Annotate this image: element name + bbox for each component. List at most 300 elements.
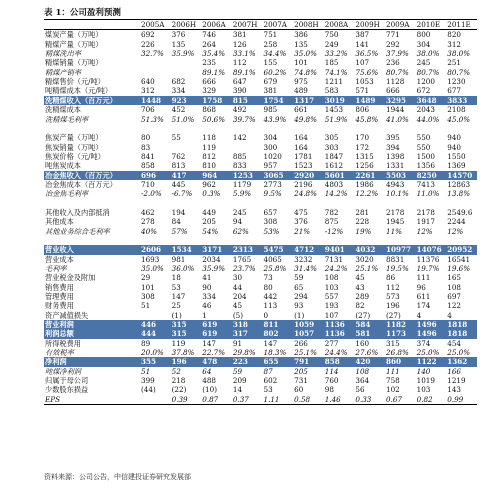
value-cell: 550 xyxy=(416,142,431,152)
value-cell: 49.8% xyxy=(294,114,317,124)
value-cell: 103 xyxy=(324,282,339,292)
value-cell: 10977 xyxy=(385,245,416,254)
table-row xyxy=(44,311,477,320)
value-cell: (22) xyxy=(171,385,187,395)
value-cell: 205 xyxy=(202,217,216,227)
value-cell: 196 xyxy=(386,301,400,311)
value-cell xyxy=(171,236,202,245)
table-row xyxy=(44,49,477,58)
value-cell: 802 xyxy=(263,329,294,338)
value-cell: 800 xyxy=(416,30,431,40)
value-cell: 444 xyxy=(140,329,171,338)
value-cell: 731 xyxy=(294,376,308,386)
value-cell: 119 xyxy=(202,142,216,152)
value-cell xyxy=(140,58,171,67)
row-label: 管理费用 xyxy=(45,292,74,302)
value-cell: 80 xyxy=(141,133,151,143)
value-cell: 696 xyxy=(140,171,171,180)
value-cell: 806 xyxy=(355,105,370,115)
value-cell: 4803 xyxy=(324,179,344,189)
value-cell: 25.0% xyxy=(447,348,471,358)
table-row xyxy=(44,161,477,170)
row-label: 毛利率 xyxy=(45,264,67,273)
value-cell: 33.2% xyxy=(324,49,348,59)
value-cell: 1758 xyxy=(201,96,232,105)
value-cell: 43.9% xyxy=(263,114,287,124)
value-cell: 40% xyxy=(141,226,157,236)
value-cell: 59 xyxy=(294,273,304,283)
value-cell: 51 xyxy=(141,301,151,311)
value-cell: 52 xyxy=(171,366,181,376)
value-cell: 205 xyxy=(294,366,308,376)
value-cell: 581 xyxy=(354,329,385,338)
value-cell xyxy=(171,58,202,67)
value-cell: 489 xyxy=(294,86,308,96)
value-cell: 923 xyxy=(171,96,202,105)
value-cell: 583 xyxy=(324,86,339,96)
value-cell: 813 xyxy=(171,161,186,171)
table-row xyxy=(44,227,477,236)
value-cell: 445 xyxy=(171,179,186,189)
row-label: 营业利润 xyxy=(44,320,140,329)
value-cell: 308 xyxy=(263,217,278,227)
row-label: 精煤售价（元/吨） xyxy=(45,77,105,87)
table-row xyxy=(44,217,477,226)
value-cell: 35.4% xyxy=(202,49,226,59)
value-cell: 83 xyxy=(141,142,151,152)
value-cell: 0.99 xyxy=(446,395,477,405)
value-cell: 1818 xyxy=(446,320,477,329)
value-cell xyxy=(324,236,355,245)
table-row xyxy=(44,283,477,292)
value-cell: 0.58 xyxy=(293,395,324,405)
value-cell xyxy=(171,124,202,133)
value-cell: 170 xyxy=(355,133,370,143)
value-cell: 258 xyxy=(263,39,278,49)
value-cell: 193 xyxy=(324,301,339,311)
value-cell: 746 xyxy=(202,30,216,40)
value-cell: 791 xyxy=(293,357,324,366)
value-cell: 223 xyxy=(232,357,263,366)
value-cell: 147 xyxy=(202,338,216,348)
value-cell: 38.0% xyxy=(416,49,440,59)
table-body xyxy=(44,30,477,405)
value-cell: 266 xyxy=(294,338,308,348)
value-cell xyxy=(232,236,263,245)
value-cell: 13.8% xyxy=(447,189,471,199)
value-cell xyxy=(171,199,202,208)
value-cell: 4 xyxy=(416,310,422,320)
value-cell: 655 xyxy=(263,357,294,366)
value-cell xyxy=(385,199,416,208)
value-cell xyxy=(416,236,447,245)
value-cell: 1219 xyxy=(447,376,466,386)
value-cell: 172 xyxy=(355,142,370,152)
value-cell: 1362 xyxy=(446,357,477,366)
value-cell: 5.9% xyxy=(232,189,252,199)
value-cell: 2196 xyxy=(294,179,313,189)
table-row xyxy=(44,376,477,385)
value-cell: 1136 xyxy=(324,329,355,338)
value-cell: 0.37 xyxy=(232,395,263,405)
value-cell xyxy=(263,124,294,133)
value-cell: 557 xyxy=(324,292,339,302)
year-header-cell: 2007H xyxy=(232,20,263,30)
table-row xyxy=(44,255,477,264)
value-cell: 277 xyxy=(324,338,339,348)
value-cell: 32.7% xyxy=(141,49,164,59)
value-cell: 334 xyxy=(202,292,216,302)
value-cell: 140 xyxy=(416,366,431,376)
value-cell: 174 xyxy=(416,301,431,311)
value-cell: 10.1% xyxy=(386,189,409,199)
value-cell xyxy=(293,199,324,208)
value-cell: 875 xyxy=(324,217,339,227)
value-cell: 86 xyxy=(386,273,396,283)
value-cell: 34.4% xyxy=(263,49,287,59)
value-cell: 24.8% xyxy=(294,189,317,199)
value-cell xyxy=(354,199,385,208)
value-cell xyxy=(263,199,294,208)
value-cell: 975 xyxy=(294,77,308,87)
row-label: 洗精煤收入（百万元） xyxy=(44,96,140,105)
value-cell: 51 xyxy=(141,366,151,376)
value-cell: 23.7% xyxy=(232,264,256,273)
value-cell: -12% xyxy=(324,226,344,236)
value-cell: 442 xyxy=(263,292,278,302)
value-cell: 29 xyxy=(141,273,151,283)
value-cell: 126 xyxy=(232,39,247,49)
value-cell: 119 xyxy=(171,338,186,348)
value-cell: 102 xyxy=(386,385,400,395)
value-cell: 1754 xyxy=(263,96,294,105)
table-row xyxy=(44,40,477,49)
value-cell: 394 xyxy=(386,142,400,152)
value-cell: 164 xyxy=(294,142,308,152)
table-row xyxy=(44,58,477,67)
row-label: 资产减值损失 xyxy=(45,310,89,320)
value-cell: 62% xyxy=(232,226,249,236)
value-cell: 84 xyxy=(171,217,181,227)
value-cell: 985 xyxy=(263,105,278,115)
value-cell: 73 xyxy=(263,273,273,283)
value-cell: 142 xyxy=(232,133,247,143)
value-cell: 24.2% xyxy=(324,264,348,273)
value-cell: 103 xyxy=(416,385,431,395)
value-cell: 64 xyxy=(202,366,212,376)
value-cell: 160 xyxy=(355,338,370,348)
value-cell: 2178 xyxy=(386,207,405,217)
value-cell: 87 xyxy=(263,366,273,376)
value-cell: 111 xyxy=(386,366,400,376)
value-cell: 41 xyxy=(202,273,212,283)
value-cell: 53% xyxy=(263,226,280,236)
value-cell: 964 xyxy=(201,171,232,180)
value-cell xyxy=(416,199,447,208)
value-cell: 122 xyxy=(447,301,461,311)
value-cell: (10) xyxy=(202,385,218,395)
earnings-forecast-table xyxy=(44,19,477,405)
value-cell: 0 xyxy=(263,310,269,320)
value-cell xyxy=(446,236,477,245)
value-cell: 760 xyxy=(324,376,339,386)
value-cell: 1356 xyxy=(416,161,435,171)
value-cell: 1253 xyxy=(232,171,263,180)
value-cell: 194 xyxy=(171,207,186,217)
value-cell: 1053 xyxy=(355,77,374,87)
value-cell: 245 xyxy=(416,58,431,68)
value-cell: 355 xyxy=(140,357,171,366)
year-header-cell: 2006H xyxy=(171,20,202,30)
value-cell: 35.9% xyxy=(202,264,226,273)
value-cell: 65 xyxy=(294,282,304,292)
value-cell: 1489 xyxy=(354,96,385,105)
value-cell: 1781 xyxy=(294,151,313,161)
value-cell: 647 xyxy=(232,77,247,87)
value-cell: 706 xyxy=(141,105,155,115)
value-cell: 7413 xyxy=(416,179,435,189)
value-cell: 1256 xyxy=(355,161,374,171)
value-cell xyxy=(232,142,263,151)
value-cell: 3648 xyxy=(416,96,447,105)
value-cell: 488 xyxy=(202,376,216,386)
value-cell: 3833 xyxy=(446,96,477,105)
value-cell: 14.2% xyxy=(324,189,348,199)
value-cell: 147 xyxy=(171,292,186,302)
value-cell: 112 xyxy=(232,58,247,68)
value-cell: 820 xyxy=(447,30,461,40)
value-cell: 45.0% xyxy=(447,114,471,124)
value-cell: 89.1% xyxy=(232,67,256,77)
value-cell: 51.0% xyxy=(171,114,195,124)
row-label: 其他成本 xyxy=(45,217,74,227)
value-cell: 39.7% xyxy=(232,114,256,124)
value-cell: 30 xyxy=(232,273,243,283)
value-cell: 249 xyxy=(324,39,339,49)
value-cell: 304 xyxy=(263,133,278,143)
value-cell: 1765 xyxy=(232,254,252,264)
value-cell: 811 xyxy=(263,320,294,329)
row-label: 营业收入 xyxy=(44,245,140,254)
value-cell: 94 xyxy=(232,217,243,227)
value-cell: 108 xyxy=(447,282,461,292)
year-header-cell: 2008H xyxy=(293,20,324,30)
value-cell: 1534 xyxy=(171,245,202,254)
value-cell: 584 xyxy=(354,320,385,329)
table-row xyxy=(44,273,477,282)
value-cell: 308 xyxy=(141,292,155,302)
value-cell: 1128 xyxy=(386,77,405,87)
value-cell: 19.7% xyxy=(416,264,440,273)
value-cell: 1 xyxy=(202,310,207,320)
value-cell: 14570 xyxy=(446,171,477,180)
value-cell: 697 xyxy=(447,292,461,302)
value-cell xyxy=(354,236,385,245)
value-cell: 2261 xyxy=(354,171,385,180)
value-cell: 114 xyxy=(324,366,339,376)
table-row xyxy=(44,124,477,133)
value-cell: 661 xyxy=(294,105,308,115)
value-cell: 860 xyxy=(385,357,416,366)
value-cell: 43 xyxy=(355,282,365,292)
year-header-cell: 2011E xyxy=(446,20,477,30)
value-cell: 940 xyxy=(447,133,461,143)
value-cell: 657 xyxy=(263,207,278,217)
value-cell: 185 xyxy=(324,58,339,68)
value-cell: 45 xyxy=(355,273,365,283)
value-cell: 96 xyxy=(416,282,426,292)
value-cell: 2773 xyxy=(263,179,282,189)
value-cell: 55 xyxy=(171,133,181,143)
value-cell: 885 xyxy=(232,151,247,161)
value-cell: 5601 xyxy=(324,171,355,180)
value-cell: 53 xyxy=(171,282,181,292)
value-cell: 4943 xyxy=(386,179,405,189)
table-row xyxy=(44,236,477,245)
value-cell: 20952 xyxy=(446,245,477,254)
value-cell: 1057 xyxy=(293,329,324,338)
value-cell: 454 xyxy=(447,338,461,348)
value-cell: 235 xyxy=(202,58,216,68)
value-cell: 51.9% xyxy=(324,114,348,124)
value-cell: 318 xyxy=(232,320,263,329)
value-cell xyxy=(201,124,232,133)
value-cell: 60 xyxy=(294,385,304,395)
value-cell: 14076 xyxy=(416,245,447,254)
value-cell: 19.5% xyxy=(386,264,409,273)
value-cell: 143 xyxy=(447,385,461,395)
value-cell: 57% xyxy=(171,226,188,236)
value-cell xyxy=(446,199,477,208)
value-cell: 50.6% xyxy=(202,114,226,124)
row-label xyxy=(44,199,140,208)
table-row xyxy=(44,180,477,189)
value-cell: 236 xyxy=(386,58,400,68)
value-cell: 36.5% xyxy=(355,49,379,59)
value-cell: 315 xyxy=(171,320,202,329)
value-cell: 462 xyxy=(141,207,155,217)
table-row xyxy=(44,385,477,394)
value-cell: 315 xyxy=(171,329,202,338)
value-cell: 3019 xyxy=(324,96,355,105)
value-cell: 868 xyxy=(202,105,216,115)
value-cell: 619 xyxy=(201,329,232,338)
value-cell: 446 xyxy=(140,320,171,329)
row-label: 焦炭销量（万吨） xyxy=(45,142,103,152)
table-row xyxy=(44,245,477,254)
value-cell: 1059 xyxy=(293,320,324,329)
value-cell: 858 xyxy=(141,161,155,171)
value-cell: 1369 xyxy=(447,161,466,171)
value-cell: 26.8% xyxy=(386,348,409,358)
value-cell: 1398 xyxy=(386,151,405,161)
year-header-cell: 2008A xyxy=(324,20,355,30)
table-row xyxy=(44,208,477,217)
value-cell: 758 xyxy=(386,376,400,386)
value-cell: 1020 xyxy=(263,151,282,161)
value-cell: 1496 xyxy=(416,329,447,338)
value-cell: 0.39 xyxy=(171,395,202,405)
value-cell: 1818 xyxy=(446,329,477,338)
value-cell: 492 xyxy=(232,105,247,115)
table-row xyxy=(44,199,477,208)
value-cell: (1) xyxy=(171,310,182,320)
value-cell: 364 xyxy=(355,376,370,386)
value-cell: 1019 xyxy=(416,376,435,386)
row-label: 吨精煤成本（元/吨） xyxy=(45,86,113,96)
value-cell: 1612 xyxy=(324,161,344,171)
value-cell: 141 xyxy=(355,39,370,49)
value-cell: 3295 xyxy=(385,96,416,105)
table-row xyxy=(44,68,477,77)
row-label: 净利润 xyxy=(44,357,140,366)
value-cell: 334 xyxy=(171,86,186,96)
value-cell: 36.0% xyxy=(171,264,195,273)
value-cell: 1986 xyxy=(355,179,374,189)
value-cell: 31.4% xyxy=(294,264,317,273)
value-cell: 82 xyxy=(355,301,365,311)
value-cell: 1448 xyxy=(140,96,171,105)
value-cell: 29.8% xyxy=(232,348,256,358)
row-label: EPS xyxy=(44,395,140,405)
header-row xyxy=(44,20,477,30)
table-row xyxy=(44,329,477,338)
value-cell: 56 xyxy=(355,385,365,395)
value-cell: 25.0% xyxy=(416,348,440,358)
value-cell: 1182 xyxy=(385,320,416,329)
value-cell: 812 xyxy=(202,151,216,161)
value-cell: 1917 xyxy=(416,217,435,227)
value-cell: 16541 xyxy=(447,254,471,264)
value-cell: 74.1% xyxy=(324,67,348,77)
value-cell xyxy=(293,124,324,133)
table-row xyxy=(44,395,477,405)
row-label: 有效税率 xyxy=(45,348,74,358)
value-cell: 9.5% xyxy=(263,189,282,199)
value-cell: 386 xyxy=(294,30,308,40)
value-cell xyxy=(140,236,171,245)
row-label: 财务费用 xyxy=(45,301,74,311)
value-cell: 3065 xyxy=(263,171,294,180)
value-cell: 1315 xyxy=(355,151,374,161)
value-cell: 4065 xyxy=(263,254,282,264)
value-cell: 74.8% xyxy=(294,67,317,77)
value-cell: 113 xyxy=(263,301,278,311)
value-cell: 0.82 xyxy=(416,395,447,405)
value-cell: 226 xyxy=(141,39,155,49)
value-cell: (1) xyxy=(294,310,305,320)
value-cell: 682 xyxy=(171,77,186,87)
value-cell: 45 xyxy=(232,301,243,311)
table-row xyxy=(44,30,477,40)
value-cell xyxy=(171,68,202,77)
value-cell: 312 xyxy=(141,86,155,96)
value-cell: 710 xyxy=(141,179,155,189)
value-cell: 7131 xyxy=(324,254,344,264)
value-cell: 108 xyxy=(355,366,370,376)
value-cell: 449 xyxy=(202,207,216,217)
value-cell: 602 xyxy=(263,376,278,386)
value-cell: 750 xyxy=(324,30,339,40)
value-cell: 112 xyxy=(386,282,400,292)
year-header-cell: 2005A xyxy=(140,20,171,30)
value-cell xyxy=(171,142,202,151)
value-cell: 395 xyxy=(386,133,400,143)
value-cell: 25.8% xyxy=(263,264,287,273)
value-cell: 292 xyxy=(386,39,400,49)
value-cell: 101 xyxy=(141,282,155,292)
row-label: 吨煤净利润 xyxy=(45,366,81,376)
